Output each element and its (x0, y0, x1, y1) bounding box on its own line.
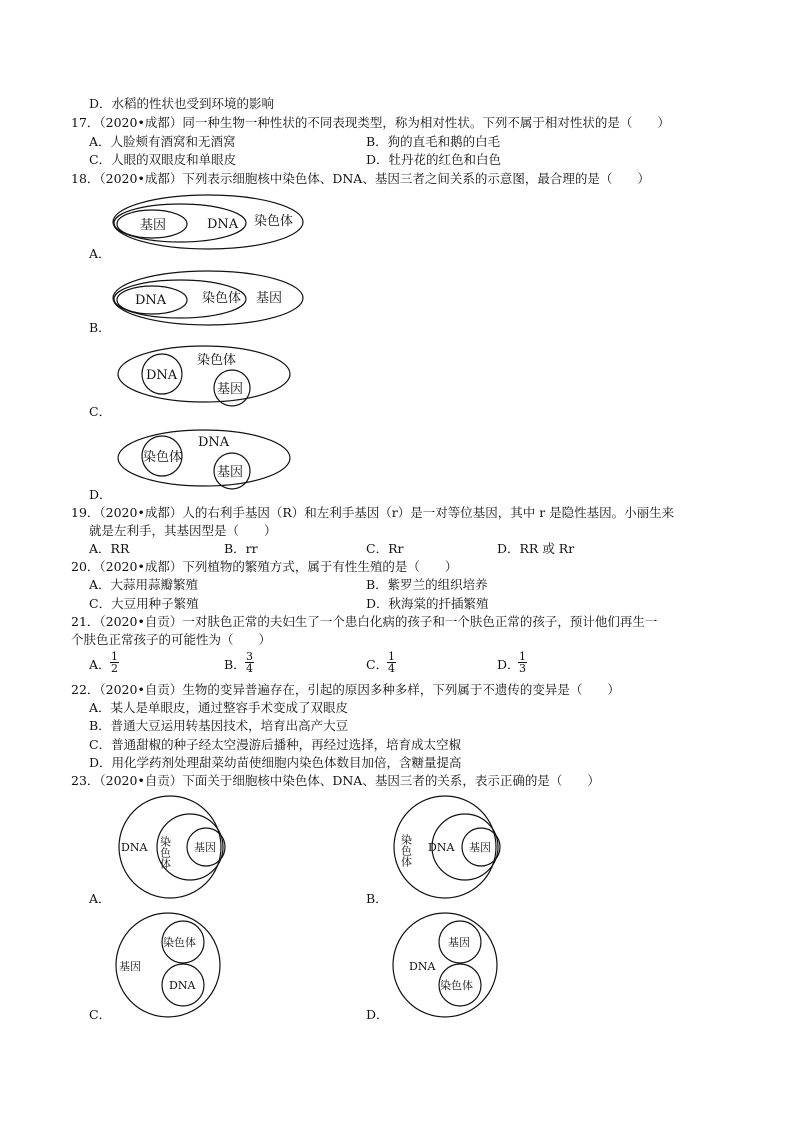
q23c-top-label: 染色体 (163, 936, 196, 949)
q21-stem-line2: 个肤色正常孩子的可能性为（ ） (71, 632, 272, 647)
q21-option-d: D． (497, 657, 520, 672)
q21-fraction-d-num: 1 (519, 650, 526, 663)
q17-option-b: B．狗的直毛和鹅的白毛 (366, 134, 501, 149)
q23-diagram-c (115, 912, 225, 1022)
q17-option-d: D．牡丹花的红色和白色 (366, 152, 502, 167)
q21-fraction-c-den: 4 (388, 662, 395, 675)
q18a-outer-label: 染色体 (254, 214, 294, 229)
q23a-middle-label: 染色体 (158, 836, 172, 869)
q21-stem-line1: 21．（2020•自贡）一对肤色正常的夫妇生了一个患白化病的孩子和一个肤色正常的孩子，预计他们再生一 (71, 614, 658, 629)
q20-option-c: C．大豆用种子繁殖 (89, 596, 199, 611)
q20-option-b: B．紫罗兰的组织培养 (366, 577, 488, 592)
q18b-inner-label: DNA (135, 293, 167, 308)
q19-option-b: B．rr (224, 541, 258, 556)
q23b-outer-label: 染色体 (399, 834, 413, 867)
q17-stem: 17．（2020•成都）同一种生物一种性状的不同表现类型，称为相对性状。下列不属于相对性状的是（ ） (71, 115, 670, 130)
q20-option-a: A．大蒜用蒜瓣繁殖 (89, 577, 199, 592)
q17-option-c: C．人眼的双眼皮和单眼皮 (89, 152, 237, 167)
q23d-outer-label: DNA (409, 960, 436, 973)
q23-label-a: A． (89, 891, 111, 906)
q23b-inner-label: 基因 (469, 841, 491, 854)
q18a-middle-label: DNA (207, 217, 239, 232)
q21-fraction-c (387, 651, 396, 674)
q22-option-d: D．用化学药剂处理甜菜幼苗使细胞内染色体数目加倍，含糖量提高 (89, 755, 462, 770)
q18-diagram-c (116, 344, 296, 406)
q18c-outer-label: 染色体 (197, 353, 237, 368)
q23-label-d: D． (366, 1007, 389, 1022)
q23-diagram-a (118, 796, 228, 900)
q23a-outer-label: DNA (121, 841, 148, 854)
q22-stem: 22．（2020•自贡）生物的变异普遍存在，引起的原因多种多样，下列属于不遗传的变异是（ ） (71, 682, 620, 697)
q19-option-d: D．RR 或 Rr (497, 541, 575, 556)
q16-option-d: D．水稻的性状也受到环境的影响 (89, 96, 275, 111)
q18d-right-label: 基因 (217, 465, 244, 480)
q18-diagram-d (116, 427, 296, 489)
q23-diagram-b (393, 796, 503, 900)
q23b-middle-label: DNA (428, 841, 455, 854)
q21-fraction-d (518, 651, 527, 674)
q21-fraction-b-den: 4 (246, 662, 253, 675)
q21-fraction-a-num: 1 (111, 650, 118, 663)
q18c-right-label: 基因 (217, 382, 244, 397)
q23a-inner-label: 基因 (194, 841, 216, 854)
q18-diagram-a (110, 192, 310, 254)
q21-fraction-c-num: 1 (388, 650, 395, 663)
q18d-left-label: 染色体 (143, 450, 183, 465)
q18-label-d: D． (89, 487, 112, 502)
q21-option-a: A． (89, 657, 111, 672)
q23c-bottom-label: DNA (169, 979, 196, 992)
q23-label-b: B． (366, 891, 388, 906)
q18-label-b: B． (89, 320, 111, 335)
q23d-top-label: 基因 (448, 936, 470, 949)
q23d-bottom-label: 染色体 (440, 979, 473, 992)
q21-fraction-b (245, 651, 254, 674)
q18b-middle-label: 染色体 (202, 291, 242, 306)
q22-option-a: A．某人是单眼皮，通过整容手术变成了双眼皮 (89, 700, 349, 715)
q21-fraction-a (110, 651, 119, 674)
q23c-outer-label: 基因 (119, 960, 141, 973)
q20-stem: 20．（2020•成都）下列植物的繁殖方式，属于有性生殖的是（ ） (71, 559, 458, 574)
q18d-outer-label: DNA (198, 435, 230, 450)
q18a-inner-label: 基因 (140, 218, 167, 233)
q19-stem-line2: 就是左利手，其基因型是（ ） (89, 523, 277, 538)
q21-option-b: B． (224, 657, 246, 672)
q21-fraction-d-den: 3 (519, 662, 526, 675)
q21-fraction-b-num: 3 (246, 650, 253, 663)
q23-diagram-d (392, 912, 502, 1022)
q21-fraction-a-den: 2 (111, 662, 118, 675)
q22-option-b: B．普通大豆运用转基因技术，培育出高产大豆 (89, 718, 349, 733)
q19-stem-line1: 19．（2020•成都）人的右利手基因（R）和左利手基因（r）是一对等位基因，其中 r 是隐性基因。小丽生来 (71, 505, 675, 520)
q22-option-c: C．普通甜椒的种子经太空漫游后播种，再经过选择，培育成太空椒 (89, 737, 462, 752)
q19-option-c: C．Rr (366, 541, 404, 556)
q18b-outer-label: 基因 (256, 291, 283, 306)
q21-option-c: C． (366, 657, 389, 672)
q19-option-a: A．RR (89, 541, 130, 556)
q17-option-a: A．人脸颊有酒窝和无酒窝 (89, 134, 236, 149)
q23-label-c: C． (89, 1007, 112, 1022)
q18-label-c: C． (89, 404, 112, 419)
q20-option-d: D．秋海棠的扦插繁殖 (366, 596, 489, 611)
q18-stem: 18．（2020•成都）下列表示细胞核中染色体、DNA、基因三者之间关系的示意图，最合理的是（ ） (71, 171, 650, 186)
q23-stem: 23．（2020•自贡）下面关于细胞核中染色体、DNA、基因三者的关系，表示正确的是（ ） (71, 773, 600, 788)
q18c-left-label: DNA (146, 368, 178, 383)
q18-diagram-b (110, 268, 310, 330)
q18-label-a: A． (89, 246, 111, 261)
